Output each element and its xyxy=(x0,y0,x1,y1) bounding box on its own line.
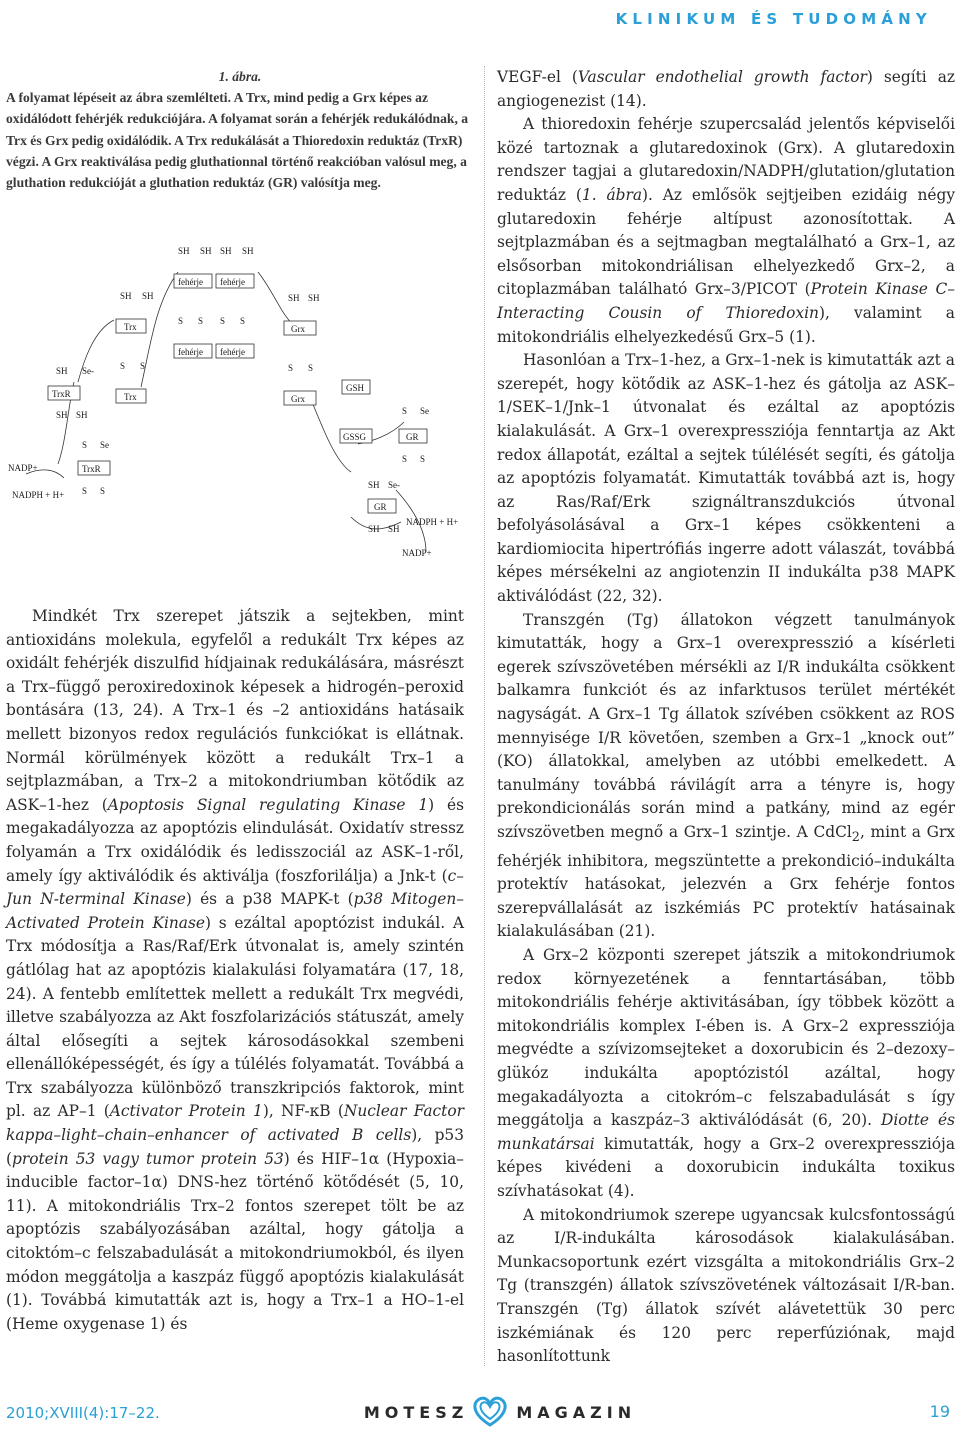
sh-grx-2: SH xyxy=(308,293,320,303)
grx-top-label: Grx xyxy=(291,324,305,334)
section-title: KLINIKUM ÉS TUDOMÁNY xyxy=(615,10,932,28)
right-p4-a: Transzgén (Tg) állatokon végzett tanulmányok kimutatták, hogy a Grx–1 overexpresszió a kísérleti egerek szívszövetében mérsékli az I/R indukálta csökkent balkamra funkciót és az infarktusos terület mértékét nagyságát. A Grx–1 Tg állatok szívében csökkent az ROS mennyisége I/R követően, szemben a Grx–1 „knock out” (KO) állatokkal, amelyben az utóbbi emelkedett. A tanulmány továbbá rávilágít arra a tényre is, hogy prekondicionálás során mind a patkány, mind az egér szívszövetben megnő a Grx–1 szintje. A CdCl xyxy=(497,610,955,841)
right-p2-italic: 1. ábra xyxy=(581,185,643,204)
protein-label-2: fehérje xyxy=(220,277,245,287)
right-paragraph-1 xyxy=(497,66,955,113)
trxr-top-label: TrxR xyxy=(52,389,71,399)
protein-label-3: fehérje xyxy=(178,347,203,357)
trx-top-label: Trx xyxy=(124,322,137,332)
right-p1-a: VEGF-el ( xyxy=(497,68,578,86)
magazine-name-left: MOTESZ xyxy=(363,1402,469,1422)
protein-label-4: fehérje xyxy=(220,347,245,357)
s-gr-1: S xyxy=(402,406,408,416)
figure-caption-text: A folyamat lépéseit az ábra szemlélteti. A Trx, mind pedig a Grx képes az oxidálódott fehérjék redukciójára. A folyamat során a fehérjék redukálódnak, a Trx és Grx pedig oxidálódik. A Trx redukálását a Thioredoxin reduktáz (TrxR) végzi. A Grx reaktiválása pedig gluthationnal történő reakcióban valósul meg, a gluthation redukcióját a gluthation reduktáz (GR) valósítja meg. xyxy=(6,90,469,191)
right-paragraph-5 xyxy=(497,944,955,1204)
nadph-label-right: NADPH + H+ xyxy=(406,517,459,527)
trx-bottom-label: Trx xyxy=(124,392,137,402)
right-p2-b: ). Az emlősök sejtjeiben ezidáig négy glutaredoxin fehérje altípust azonosítottak. A sejtplazmában és a sejtmagban megtalálható a Grx–1, az elsősorban mitokondriálisan elhelyezkedő Grx–2, a citoplazmában található Grx–3/PICOT ( xyxy=(497,185,956,299)
gsh-label: GSH xyxy=(346,383,365,393)
figure-caption-title: 1. ábra. xyxy=(218,69,262,84)
right-p2-c: ), valamint a mitokondriális elhelyezkedésű Grx–5 (1). xyxy=(497,303,955,346)
sh-protein-2: SH xyxy=(200,246,212,256)
left-text-1: Mindkét Trx szerepet játszik a sejtekben, mint antioxidáns molekula, egyfelől a redukált Trx képes az oxidált fehérjék diszulfid hídjainak redukálására, másrészt a Trx–függő peroxiredoxinok képesek a hidrogén–peroxid bontására (13, 24). A Trx–1 és –2 antioxidáns hatásaik mellett bizonyos redox regulációs funkciókat is ellátnak. Normál körülmények között a redukált Trx–1 a sejtplazmában, a Trx–2 a mitokondriumban kötődik az ASK–1-hez ( xyxy=(6,607,464,814)
left-text-5: ), NF-κB ( xyxy=(262,1102,344,1121)
right-p5-a: A Grx–2 központi szerepet játszik a mitokondriumok redox környezetének a fenntartásában, több mitokondriális fehérje aktivitásában, így többek között a mitokondriális komplex I-ében is. A Grx–2 expressziója megvédte a szívizomsejteket a doxorubicin és 2–dezoxy–glükóz indukálta apoptózistól azáltal, hogy megakadályozta a citokróm–c felszabadulását s így meggátolja a kaszpáz–3 aktiválódását (6, 20). xyxy=(497,946,955,1130)
se-gr-1: Se xyxy=(420,406,429,416)
motesz-logo-icon xyxy=(470,1395,510,1429)
gssg-label: GSSG xyxy=(343,432,367,442)
sh-protein-3: SH xyxy=(220,246,232,256)
sh-gr-2: SH xyxy=(368,524,380,534)
left-text-2: ) és megakadályozza az apoptózis elindulását. Oxidatív stressz folyamán a Trx oxidálódik és ledisszociál az ASK–1-ről, amely így aktiválódik és aktiválja (foszforilálja) a Jnk-t ( xyxy=(6,795,464,885)
gr-bottom-label: GR xyxy=(374,502,387,512)
left-p38-italic: p38 Mitogen–Activated Protein Kinase xyxy=(6,890,464,932)
right-p5-italic: Diotte és munkatársai xyxy=(497,1111,955,1153)
s-protein-2: S xyxy=(198,316,204,326)
footer-citation: 2010;XVIII(4):17–22. xyxy=(6,1404,160,1422)
left-p53-italic: protein 53 vagy tumor protein 53 xyxy=(12,1149,284,1168)
se-trxr-4: Se xyxy=(100,440,109,450)
sh-trxr-3: SH xyxy=(76,410,88,420)
nadph-label-left: NADPH + H+ xyxy=(12,490,65,500)
left-ask-italic: Apoptosis Signal regulating Kinase 1 xyxy=(107,795,429,814)
sh-trx-2: SH xyxy=(142,291,154,301)
left-text-4: ) s ezáltal apoptózist indukál. A Trx módosítja a Ras/Raf/Erk útvonalat is, amely szintén gátlólag hat az apoptózis kialakulási folyamatára (17, 18, 24). A fentebb említettek mellett a redukált Trx megvédi, illetve szabályozza az Akt foszfolarizációs státuszát, amely által elősegíti a sejtek károsodásokkal szembeni ellenállóképességét, és így a túlélés folyamatát. Továbbá a Trx szabályozza különböző transzkripciós faktorok, mint pl. az AP–1 ( xyxy=(6,913,465,1121)
right-paragraph-3: Hasonlóan a Trx–1-hez, a Grx–1-nek is kimutatták azt a szerepét, hogy kötődik az ASK–1-hez és gátolja az ASK–1/SEK–1/Jnk–1 útvonalat és ezáltal az apoptózis kialakulását. A Grx–1 overexpressziója fenntartja az Akt redox állapotát, ezáltal a sejtek túlélését segíti, és gátolja az apoptózis folyamatát. Kimutatták továbbá azt is, hogy az Ras/Raf/Erk szignáltranszdukciós útvonal befolyásolásával a Grx–1 képes csökkenteni a kardiomiocita hipertrófiás ingerre adott válaszát, továbbá képes mérsékelni az angiotenzin II indukálta p38 MAPK aktiválódást (22, 32). xyxy=(497,351,955,606)
trxr-bottom-label: TrxR xyxy=(82,464,101,474)
grx-bottom-label: Grx xyxy=(291,394,305,404)
right-p2-a: A thioredoxin fehérje szupercsalád jelentős képviselői közé tartoznak a glutaredoxinok (Grx). A glutaredoxin rendszer tagjai a glutaredoxin/NADPH/glutation/glutation reduktáz ( xyxy=(497,115,955,204)
se-trxr-1: Se- xyxy=(82,366,94,376)
page-number: 19 xyxy=(929,1402,950,1421)
s-trx-2: S xyxy=(140,361,146,371)
sh-grx-1: SH xyxy=(288,293,300,303)
s-protein-1: S xyxy=(178,316,184,326)
right-p1-b: ) segíti az angiogenezist (14). xyxy=(497,68,955,110)
sh-protein-4: SH xyxy=(242,246,254,256)
footer-magazine xyxy=(340,1395,660,1429)
se-gr-2: Se- xyxy=(388,480,400,490)
right-paragraph-4 xyxy=(497,609,955,944)
s-trxr-4: S xyxy=(82,440,88,450)
s-gr-2: S xyxy=(402,454,408,464)
right-paragraph-2 xyxy=(497,113,955,349)
sh-trxr-2: SH xyxy=(56,410,68,420)
left-nfkb-italic: Nuclear Factor kappa–light–chain–enhancer of activated B cells xyxy=(6,1102,464,1145)
arc-trx-to-protein xyxy=(141,272,178,387)
right-paragraph-6: A mitokondriumok szerepe ugyancsak kulcsfontosságú az I/R-indukálta károsodások kialakulásában. Munkacsoportunk ezért vizsgálta a mitokondriális Grx–2 Tg (transzgén) állatok szívszövetének változásait I/R-ban. Transzgén (Tg) állatok szívét alávetettük 30 perc iszkémiának és 120 perc reperfúziónak, majd hasonlítottunk xyxy=(497,1205,955,1366)
sh-trxr-1: SH xyxy=(56,366,68,376)
column-divider xyxy=(484,66,485,1366)
left-column-text xyxy=(6,605,464,1336)
figure-caption xyxy=(6,66,474,193)
left-ap1-italic: Activator Protein 1 xyxy=(109,1102,263,1121)
left-text-7: ) és HIF–1α (Hypoxia–inducible factor–1α) DNS-hez történő kötődését (5, 10, 11). A mitokondriális Trx–2 fontos szerepet tölt be az apoptózis szabályozásában azáltal, hogy gátolja a citoktóm–c felszabadulását a mitokondriumokból, és ilyen módon meggátolja a kaszpáz függő apoptózis kialakulását (1). Továbbá kimutatták azt is, hogy a Trx–1 a HO–1-el (Heme oxygenase 1) és xyxy=(6,1149,464,1333)
redox-cycle-diagram xyxy=(6,232,474,582)
right-p1-italic: Vascular endothelial growth factor xyxy=(577,68,867,86)
sh-gr-3: SH xyxy=(388,524,400,534)
s-trxr-5: S xyxy=(82,486,88,496)
gr-top-label: GR xyxy=(406,432,419,442)
nadp-label-right: NADP+ xyxy=(402,548,432,558)
sh-gr-1: SH xyxy=(368,480,380,490)
s-grx-1: S xyxy=(288,363,294,373)
right-p4-b: , mint a Grx fehérjék inhibitora, megszüntette a prekondició–indukálta protektív hatásokat, jelezvén a Grx fehérje fontos szerepvállalását az iszkémiás PC protektív hatásainak kialakulásában (21). xyxy=(497,823,955,941)
right-p2-italic2: Protein Kinase C–Interacting Cousin of Thioredoxin xyxy=(497,280,955,322)
protein-label-1: fehérje xyxy=(178,277,203,287)
left-text-3: ) és a p38 MAPK-t ( xyxy=(185,890,354,909)
left-text-6: ), p53 ( xyxy=(6,1126,465,1168)
s-protein-3: S xyxy=(220,316,226,326)
right-column-text xyxy=(497,66,955,1369)
s-grx-2: S xyxy=(308,363,314,373)
right-p5-b: kimutatták, hogy a Grx–2 overexpressziója képes kivédeni a doxorubicin indukálta toxikus szívhatásokat (4). xyxy=(497,1134,955,1200)
redox-cycle-svg xyxy=(6,232,474,582)
nadp-label-left: NADP+ xyxy=(8,463,38,473)
s-protein-4: S xyxy=(240,316,246,326)
sh-protein-1: SH xyxy=(178,246,190,256)
right-p4-sub: 2 xyxy=(851,830,860,846)
s-trx-1: S xyxy=(120,361,126,371)
magazine-name-right: MAGAZIN xyxy=(516,1402,637,1422)
s-trxr-6: S xyxy=(100,486,106,496)
left-jnk-italic: c–Jun N-terminal Kinase xyxy=(6,866,464,909)
sh-trx-1: SH xyxy=(120,291,132,301)
s-gr-3: S xyxy=(420,454,426,464)
